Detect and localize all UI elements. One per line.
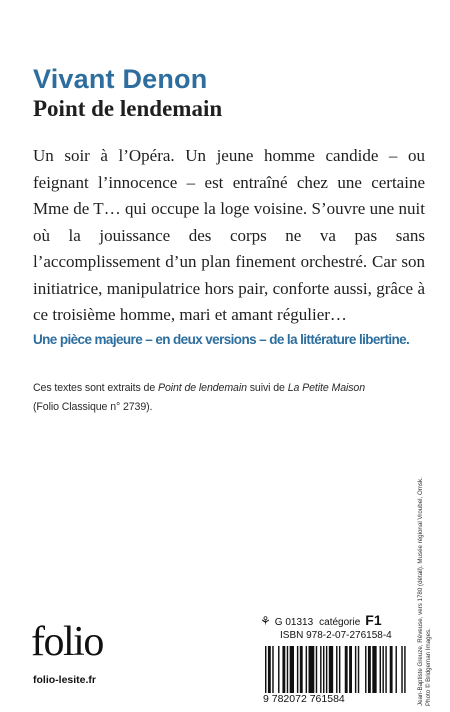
barcode-bar xyxy=(355,646,356,693)
barcode-bar xyxy=(345,646,348,693)
extract-book-1: Point de lendemain xyxy=(157,382,247,394)
extract-suffix: (Folio Classique n° 2739). xyxy=(33,401,153,413)
barcode-bar xyxy=(349,646,352,693)
barcode-bar xyxy=(287,646,288,693)
barcode-bar xyxy=(290,646,294,693)
category-code: F1 xyxy=(365,612,382,628)
extract-prefix: Ces textes sont extraits de xyxy=(33,382,158,394)
barcode-bar xyxy=(272,646,273,693)
tagline: Une pièce majeure – en deux versions – de la littérature libertine. xyxy=(33,332,410,347)
barcode-bar xyxy=(339,646,340,693)
barcode-bar xyxy=(323,646,324,693)
barcode-bar xyxy=(329,646,333,693)
catalog-code-line xyxy=(260,612,382,628)
isbn: ISBN 978-2-07-276158-4 xyxy=(280,630,392,641)
barcode-bar xyxy=(297,646,298,693)
cover-credit-line-1: Jean-Baptiste Greuze, Rêveuse, vers 1780 (détail). Musée régional Vroubel, Omsk. xyxy=(417,477,424,706)
barcode-bar xyxy=(390,646,393,693)
barcode xyxy=(263,646,411,693)
barcode-bar xyxy=(401,646,402,693)
barcode-bar xyxy=(300,646,303,693)
cover-credit xyxy=(417,356,432,706)
barcode-bar xyxy=(278,646,279,693)
barcode-bar xyxy=(320,646,321,693)
publisher-website: folio-lesite.fr xyxy=(33,674,97,686)
barcode-bar xyxy=(358,646,359,693)
extract-note xyxy=(33,379,413,417)
barcode-bar xyxy=(282,646,285,693)
barcode-graphic xyxy=(263,646,411,693)
barcode-bar xyxy=(368,646,371,693)
extract-middle: suivi de xyxy=(246,382,288,394)
barcode-bar xyxy=(365,646,366,693)
barcode-bar xyxy=(396,646,397,693)
barcode-bar xyxy=(306,646,307,693)
catalog-code: G 01313 xyxy=(274,617,314,628)
barcode-bar xyxy=(265,646,266,693)
book-title: Point de lendemain xyxy=(33,96,223,121)
flower-icon: ⚘ xyxy=(260,614,271,628)
barcode-bar xyxy=(404,646,405,693)
barcode-bar xyxy=(382,646,383,693)
extract-book-2: La Petite Maison xyxy=(287,382,366,394)
barcode-bar xyxy=(309,646,315,693)
folio-logo: folio xyxy=(31,619,103,665)
barcode-number: 9 782072 761584 xyxy=(263,693,345,705)
barcode-bar xyxy=(316,646,317,693)
barcode-bar xyxy=(385,646,386,693)
barcode-bar xyxy=(372,646,376,693)
barcode-bar xyxy=(380,646,381,693)
summary-text: Un soir à l’Opéra. Un jeune homme candide – ou feignant l’innocence – est entraîné chez une certaine Mme de T… qui occupe la loge voisine. S’ouvre une nuit où la jouissance des corps ne va pas sans l’accomplissement d’un plan finement orchestré. Car son initiatrice, manipulatrice hors pair, conforte aussi, grâce à ce troisième homme, mari et amant régulier… xyxy=(33,146,425,324)
cover-credit-line-2: Photo © Bridgeman Images. xyxy=(424,628,432,706)
author-name: Vivant Denon xyxy=(33,64,208,94)
barcode-bar xyxy=(326,646,327,693)
barcode-bar xyxy=(268,646,271,693)
barcode-bar xyxy=(336,646,337,693)
category-label: catégorie xyxy=(319,617,361,628)
